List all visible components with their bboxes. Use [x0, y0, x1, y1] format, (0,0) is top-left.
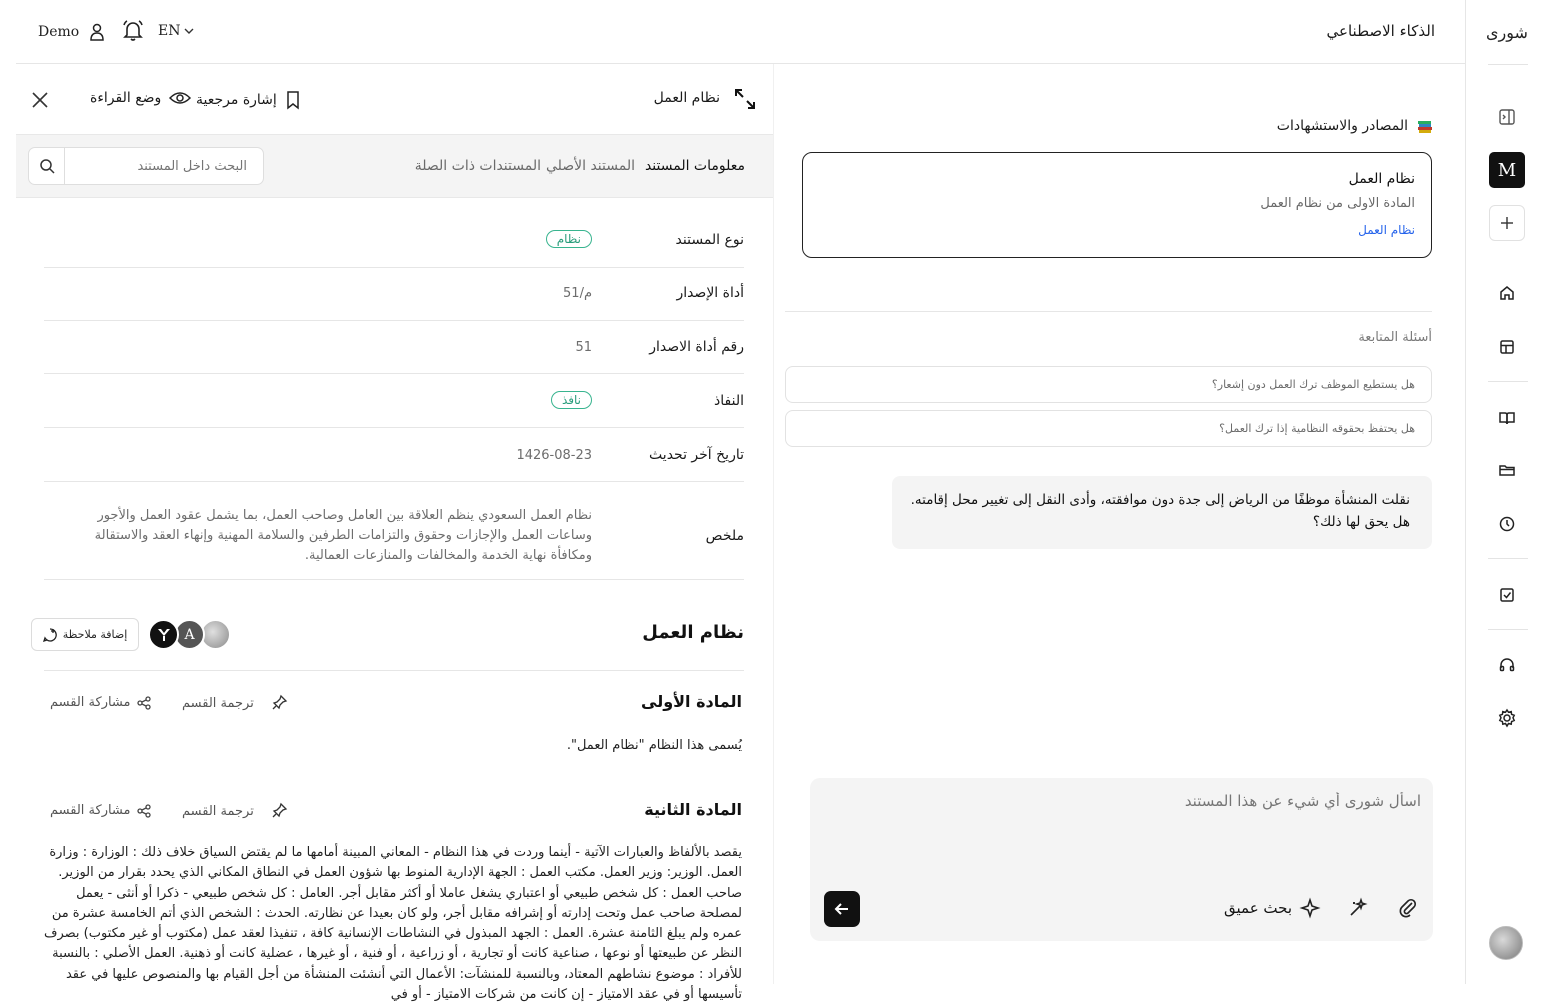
share-section-button[interactable]: [50, 695, 151, 710]
share-section-button[interactable]: [50, 803, 151, 818]
search-icon[interactable]: [29, 148, 65, 184]
tab-related-documents[interactable]: المستندات ذات الصلة: [414, 158, 541, 174]
info-label: نوع المستند: [675, 232, 744, 248]
collaborator-avatars[interactable]: [148, 619, 232, 651]
chat-input[interactable]: [826, 792, 1421, 872]
user-name[interactable]: Demo: [38, 24, 80, 40]
book-icon[interactable]: [1492, 403, 1522, 433]
language-label: EN: [158, 23, 181, 39]
reading-mode-label: وضع القراءة: [90, 90, 162, 106]
chevron-down-icon: [184, 27, 194, 35]
arrow-left-icon: [834, 902, 850, 916]
doc-search-input[interactable]: [67, 148, 257, 184]
doc-type-badge: نظام: [546, 230, 592, 248]
followup-question[interactable]: [785, 366, 1432, 403]
deep-search-button[interactable]: [1224, 898, 1320, 918]
collapse-sidebar-icon[interactable]: [1492, 102, 1522, 132]
user-message-bubble: [892, 476, 1432, 549]
share-section-label: مشاركة القسم: [50, 803, 131, 818]
article-body: يقصد بالألفاظ والعبارات الآتية - أينما وردت في هذا النظام - المعاني المبينة أمامها ما لم يقتض السياق خلاف ذلك : الوزارة : وزارة العمل. الوزير: وزير العمل. مكتب العمل : الجهة الإدارية المنوط بها شؤون العمل في النطاق المكاني الذي يحدد بقرار من الوزير. صاحب العمل : كل شخص طبيعي أو اعتباري يشغل عاملا أو أكثر مقابل أجر. العامل : كل شخص طبيعي - ذكرا أو أنثى - يعمل لمصلحة صاحب عمل وتحت إدارته أو إشرافه مقابل أجر، ولو كان بعيدا عن نظارته. الحدث : الشخص الذي أتم الخامسة عشرة من عمره ولم يبلغ الثامنة عشرة. العمل : الجهد المبذول في النشاطات الإنسانية كافة ، تنفيذا لعقد عمل (مكتوب أو غير مكتوب) بصرف النظر عن طبيعتها أو نوعها ، صناعية كانت أو تجارية ، أو زراعية ، أو فنية ، أو غيرها ، عضلية كانت أو ذهنية. العمل الأصلي : بالنسبة للأفراد : موضوع نشاطهم المعتاد، وبالنسبة للمنشآت: الأعمال التي أنشئت المنشأة من أجل القيام بها والمنصوص عليها في عقد تأسيسها أو في عقد الامتياز - إن كانت من شركات الامتياز - أو في: [43, 845, 742, 1003]
chat-composer: [810, 778, 1433, 941]
info-row-instrument: [44, 268, 744, 321]
followup-text: هل يحتفظ بحقوقه النظامية إذا ترك العمل؟: [1219, 422, 1415, 435]
new-chat-button[interactable]: [1489, 205, 1525, 241]
info-row-type: [44, 216, 744, 268]
source-card[interactable]: [802, 152, 1432, 258]
info-row-instrument-number: [44, 321, 744, 374]
avatar: A: [174, 619, 205, 650]
article-title: المادة الثانية: [644, 800, 742, 819]
share-icon: [137, 804, 151, 818]
eye-icon: [169, 90, 191, 106]
article-body: يُسمى هذا النظام "نظام العمل".: [566, 738, 742, 753]
info-label: تاريخ آخر تحديث: [649, 447, 744, 463]
tab-original-document[interactable]: المستند الأصلي: [545, 158, 635, 174]
user-icon[interactable]: [88, 22, 106, 42]
info-row-updated: [44, 428, 744, 482]
section-title: نظام العمل: [642, 622, 744, 643]
side-rail: [1465, 0, 1547, 984]
info-value: م/51: [563, 286, 592, 301]
magic-wand-button[interactable]: [1348, 898, 1368, 918]
status-badge: نافذ: [551, 391, 592, 409]
summary-text: نظام العمل السعودي ينظم العلاقة بين العامل وصاحب العمل، بما يشمل عقود العمل والأجور وساعات العمل والإجازات وحقوق والتزامات الطرفين والسلامة المهنية وإنهاء العقد والاستقالة ومكافأة نهاية الخدمة والمخالفات والمنازعات العمالية.: [94, 508, 592, 563]
magic-wand-icon: [1348, 898, 1368, 918]
reading-mode-button[interactable]: [90, 90, 191, 106]
source-title: نظام العمل: [1348, 171, 1415, 187]
bookmark-label: إشارة مرجعية: [196, 92, 277, 108]
logo-icon: [156, 627, 172, 643]
bookmark-icon: [285, 90, 301, 110]
folder-icon[interactable]: [1492, 455, 1522, 485]
sources-header: [1277, 117, 1434, 135]
sparkle-icon: [1300, 898, 1320, 918]
bookmark-button[interactable]: [196, 90, 301, 110]
followup-text: هل يستطيع الموظف ترك العمل دون إشعار؟: [1211, 378, 1415, 391]
pin-icon[interactable]: [272, 694, 288, 710]
translate-section-button[interactable]: ترجمة القسم: [182, 696, 254, 711]
brand-title: الذكاء الاصطناعي: [1326, 22, 1435, 40]
article-title: المادة الأولى: [641, 692, 742, 711]
settings-gear-icon[interactable]: [1492, 703, 1522, 733]
note-icon: [43, 628, 57, 642]
doc-search-box[interactable]: [28, 147, 264, 185]
info-label: ملخص: [705, 528, 744, 544]
info-value: 1426-08-23: [516, 448, 592, 463]
attach-button[interactable]: [1398, 898, 1418, 918]
close-panel-icon[interactable]: [30, 90, 50, 110]
source-subtitle: المادة الاولى من نظام العمل: [1260, 196, 1415, 211]
workspace-m-button[interactable]: M: [1489, 152, 1525, 188]
tab-document-info[interactable]: معلومات المستند: [644, 158, 745, 174]
notification-bell-icon[interactable]: [122, 19, 144, 43]
deep-search-label: بحث عميق: [1224, 899, 1293, 917]
support-headset-icon[interactable]: [1492, 650, 1522, 680]
books-icon: [1416, 117, 1434, 135]
paperclip-icon: [1398, 898, 1418, 918]
info-value: 51: [575, 340, 592, 355]
info-label: النفاذ: [714, 393, 744, 409]
info-row-summary: [44, 482, 744, 580]
top-bar: [16, 0, 1465, 64]
info-label: أداة الإصدار: [676, 285, 744, 301]
avatar: [148, 619, 179, 650]
info-label: رقم أداة الاصدار: [649, 339, 744, 355]
doc-panel-title: نظام العمل: [653, 90, 720, 106]
table-icon[interactable]: [1492, 332, 1522, 362]
user-message-text: نقلت المنشأة موظفًا من الرياض إلى جدة دون موافقته، وأدى النقل إلى تغيير محل إقامته. هل يحق لها ذلك؟: [910, 492, 1410, 530]
user-avatar[interactable]: [1489, 926, 1523, 960]
share-icon: [137, 696, 151, 710]
language-selector[interactable]: [158, 23, 194, 39]
app-logo[interactable]: شورى: [1486, 22, 1528, 42]
add-note-button[interactable]: [31, 618, 139, 651]
source-link[interactable]: نظام العمل: [1358, 223, 1415, 237]
followup-title: أسئلة المتابعة: [1358, 330, 1432, 345]
home-icon[interactable]: [1492, 278, 1522, 308]
sources-title: المصادر والاستشهادات: [1276, 118, 1408, 134]
expand-icon[interactable]: [734, 88, 756, 110]
followup-question[interactable]: [785, 410, 1432, 447]
pin-icon[interactable]: [272, 802, 288, 818]
history-icon[interactable]: [1492, 509, 1522, 539]
share-section-label: مشاركة القسم: [50, 695, 131, 710]
add-note-label: إضافة ملاحظة: [62, 628, 128, 641]
info-row-status: [44, 374, 744, 428]
tasks-icon[interactable]: [1492, 580, 1522, 610]
send-button[interactable]: [824, 891, 860, 927]
translate-section-button[interactable]: ترجمة القسم: [182, 804, 254, 819]
